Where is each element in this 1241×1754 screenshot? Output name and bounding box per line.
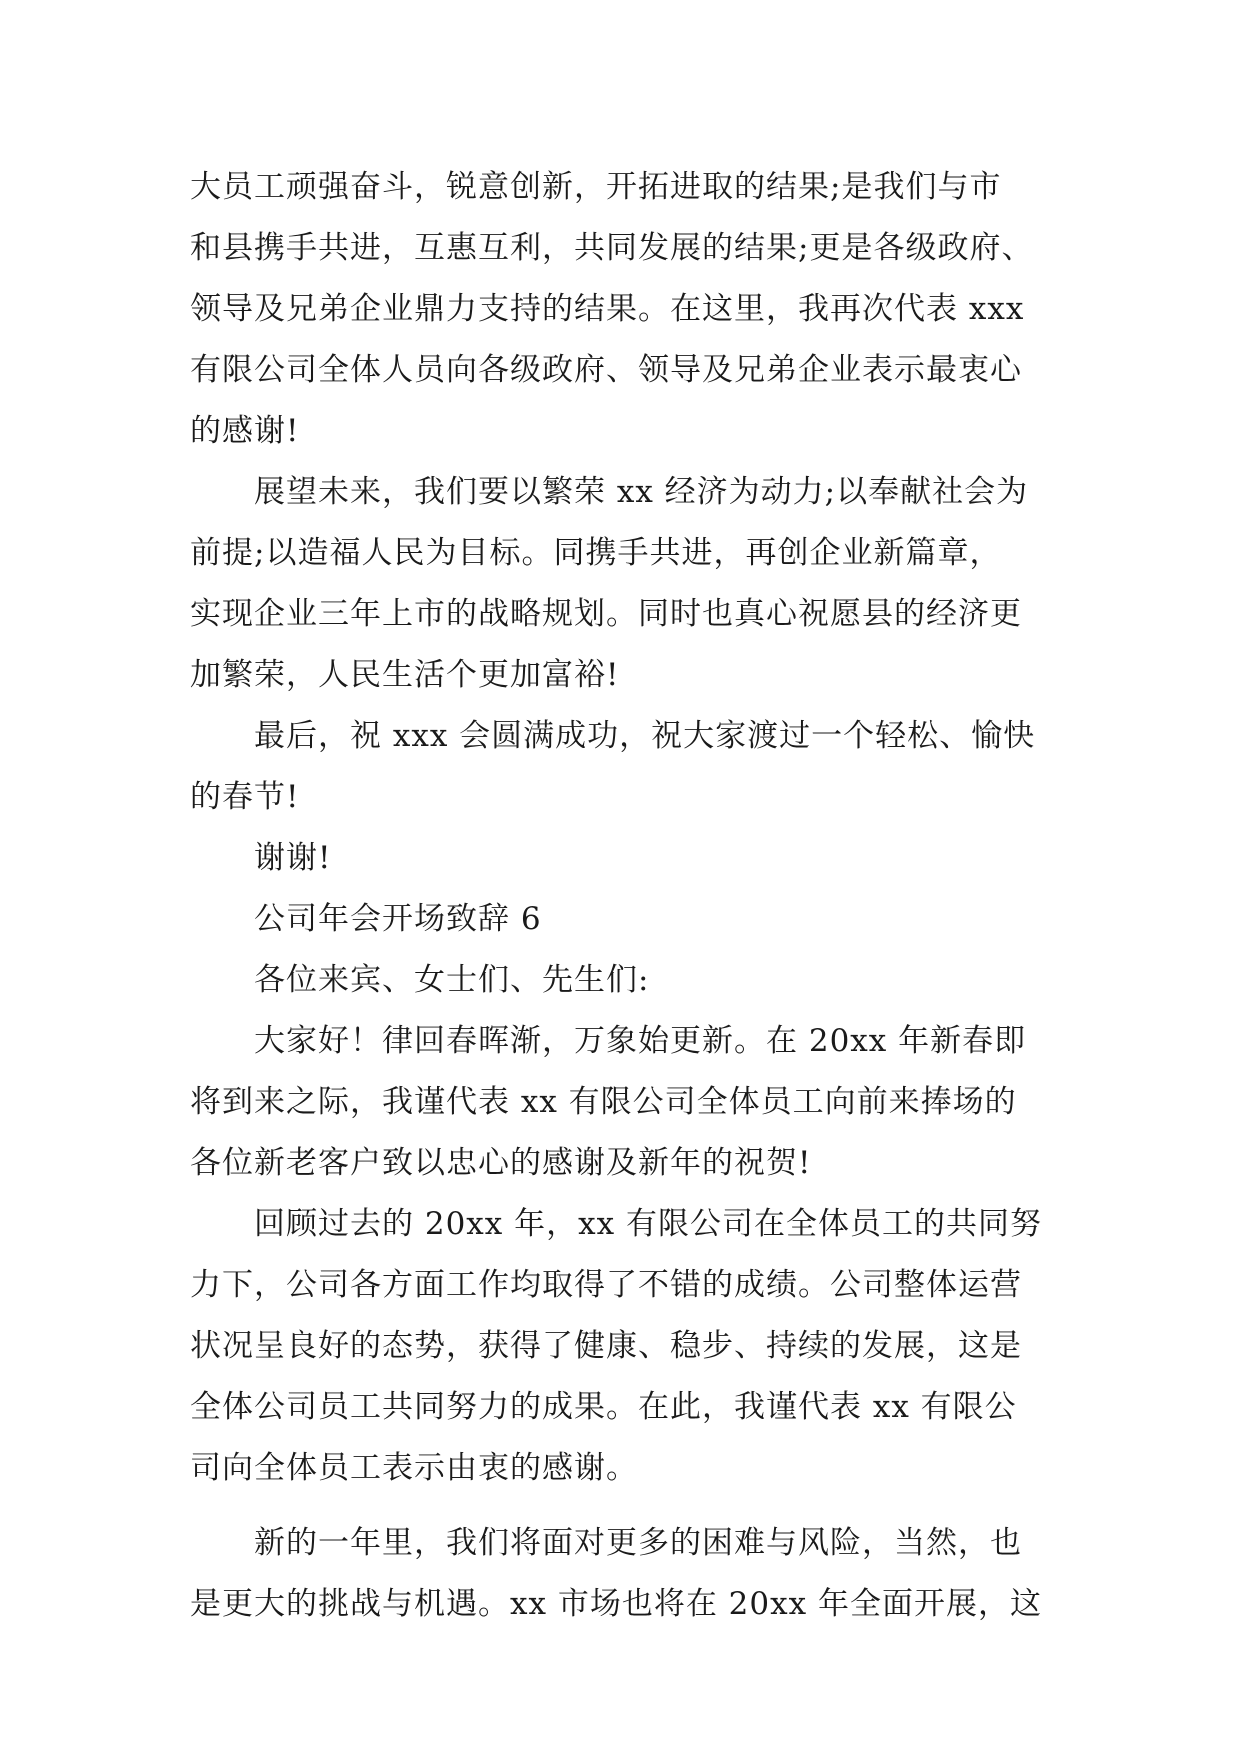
text-line: 领导及兄弟企业鼎力支持的结果。在这里，我再次代表 xxx <box>190 291 1025 327</box>
text-line: 大员工顽强奋斗，锐意创新，开拓进取的结果;是我们与市 <box>190 169 1002 205</box>
text-line: 实现企业三年上市的战略规划。同时也真心祝愿县的经济更 <box>190 596 1022 632</box>
paragraph-start-line: 谢谢! <box>254 840 332 876</box>
paragraph-start-line: 最后，祝 xxx 会圆满成功，祝大家渡过一个轻松、愉快 <box>254 718 1036 754</box>
text-line: 力下，公司各方面工作均取得了不错的成绩。公司整体运营 <box>190 1267 1022 1303</box>
text-line: 加繁荣，人民生活个更加富裕! <box>190 657 620 693</box>
text-line: 司向全体员工表示由衷的感谢。 <box>190 1450 638 1486</box>
text-line: 是更大的挑战与机遇。xx 市场也将在 20xx 年全面开展，这 <box>190 1586 1042 1622</box>
text-line: 有限公司全体人员向各级政府、领导及兄弟企业表示最衷心 <box>190 352 1022 388</box>
paragraph-start-line: 展望未来，我们要以繁荣 xx 经济为动力;以奉献社会为 <box>254 474 1029 510</box>
text-line: 和县携手共进，互惠互利，共同发展的结果;更是各级政府、 <box>190 230 1034 266</box>
text-line: 将到来之际，我谨代表 xx 有限公司全体员工向前来捧场的 <box>190 1084 1017 1120</box>
paragraph-start-line: 回顾过去的 20xx 年，xx 有限公司在全体员工的共同努 <box>254 1206 1042 1242</box>
text-line: 的感谢! <box>190 413 300 449</box>
paragraph-start-line: 大家好！律回春晖渐，万象始更新。在 20xx 年新春即 <box>254 1023 1027 1059</box>
salutation: 各位来宾、女士们、先生们: <box>254 962 650 998</box>
text-line: 前提;以造福人民为目标。同携手共进，再创企业新篇章， <box>190 535 1002 571</box>
text-line: 的春节! <box>190 779 300 815</box>
text-line: 各位新老客户致以忠心的感谢及新年的祝贺! <box>190 1145 812 1181</box>
section-title: 公司年会开场致辞 6 <box>254 901 542 937</box>
paragraph-start-line: 新的一年里，我们将面对更多的困难与风险，当然，也 <box>254 1525 1022 1561</box>
document-body <box>190 157 1070 1635</box>
text-line: 全体公司员工共同努力的成果。在此，我谨代表 xx 有限公 <box>190 1389 1017 1425</box>
text-line: 状况呈良好的态势，获得了健康、稳步、持续的发展，这是 <box>190 1328 1022 1364</box>
